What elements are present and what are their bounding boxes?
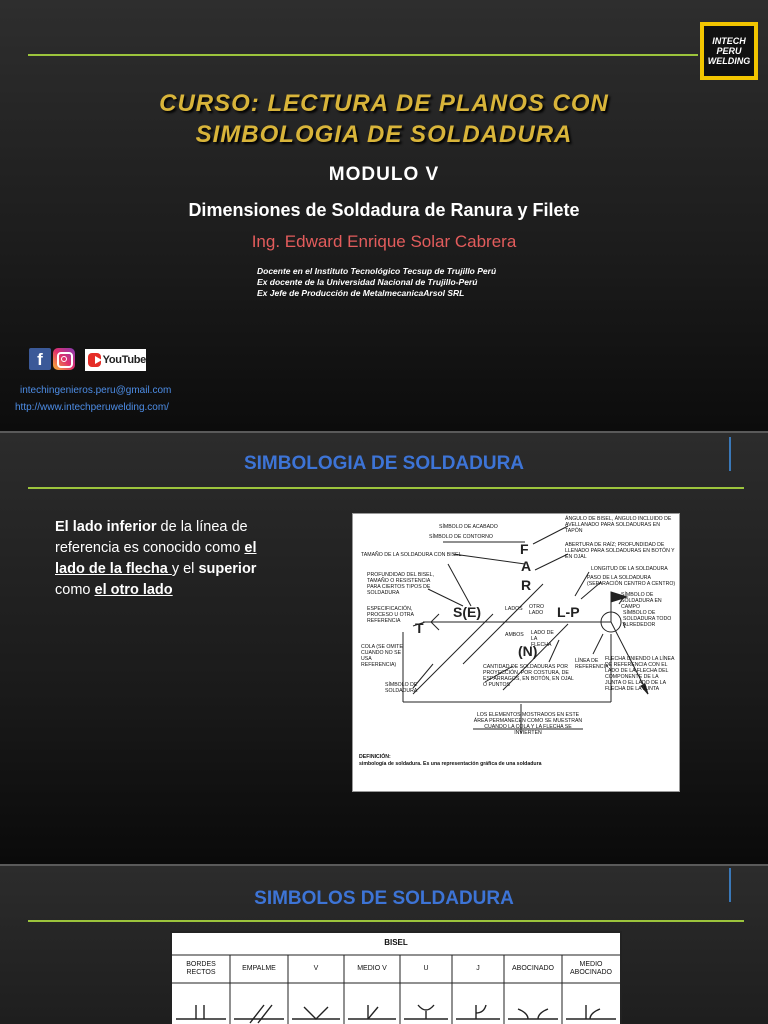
module-subtitle: Dimensiones de Soldadura de Ranura y Filete xyxy=(188,200,580,220)
label-profundidad: PROFUNDIDAD DEL BISEL, TAMAÑO O RESISTENCIA PARA CIERTOS TIPOS DE SOLDADURA xyxy=(367,572,434,596)
label-abertura: ABERTURA DE RAÍZ; PROFUNDIDAD DE LLENADO PARA SOLDADURAS EN BOTÓN Y EN OJAL xyxy=(565,542,675,560)
simbolos-slide xyxy=(0,866,768,1024)
label-longitud: LONGITUD DE LA SOLDADURA xyxy=(591,566,668,572)
table-column-header: MEDIO V xyxy=(357,965,387,972)
symbol-R: R xyxy=(521,577,532,593)
course-title-line-1: CURSO: LECTURA DE PLANOS CON xyxy=(159,90,609,117)
credential-line: Ex Jefe de Producción de MetalmecanicaArsol SRL xyxy=(257,288,465,298)
label-lados: LADOS xyxy=(505,606,523,612)
instagram-icon[interactable] xyxy=(53,348,75,370)
label-simbolo: SÍMBOLO DE SOLDADURA xyxy=(385,682,418,694)
label-otro-lado: OTRO LADO xyxy=(529,604,544,616)
definition-title: DEFINICIÓN: xyxy=(359,754,391,760)
email-link[interactable]: intechingenieros.peru@gmail.com xyxy=(20,385,172,396)
symbol-F: F xyxy=(520,541,529,557)
definition-text: simbología de soldadura. Es una representación gráfica de una soldadura xyxy=(359,761,542,767)
label-angulo: ÁNGULO DE BISEL, ÁNGULO INCLUIDO DE AVELLANADO PARA SOLDADURAS EN TAPÓN xyxy=(565,516,672,534)
weld-symbol-diagram xyxy=(352,513,680,792)
label-lado-flecha: LADO DE LA FLECHA xyxy=(531,630,554,648)
table-column-header: J xyxy=(476,965,480,972)
label-linea-ref: LÍNEA DE REFERENCIA xyxy=(575,658,609,670)
para-superior: superior xyxy=(198,561,257,577)
social-icons xyxy=(29,348,75,370)
title-slide xyxy=(0,0,768,431)
accent-rule xyxy=(28,54,698,56)
table-column-header: U xyxy=(423,965,429,972)
label-especificacion: ESPECIFICACIÓN, PROCESO U OTRA REFERENCIA xyxy=(367,606,414,624)
table-column-header: ABOCINADO xyxy=(511,965,554,972)
table-title: BISEL xyxy=(384,938,408,947)
para-text: como xyxy=(55,582,95,598)
course-title-line-2: SIMBOLOGIA DE SOLDADURA xyxy=(195,121,573,148)
simbologia-slide xyxy=(0,433,768,864)
para-lado-flecha: el lado de la flecha xyxy=(55,540,257,577)
symbol-SE: S(E) xyxy=(453,604,481,620)
facebook-icon[interactable]: f xyxy=(29,348,51,370)
symbol-T: T xyxy=(415,620,424,636)
label-elementos: LOS ELEMENTOS MOSTRADOS EN ESTE ÁREA PERMANECEN COMO SE MUESTRAN CUANDO LA COLA Y LA FLECHA SE INVIERTEN xyxy=(473,712,583,736)
section-heading: SIMBOLOGIA DE SOLDADURA xyxy=(243,453,525,474)
para-text: y el xyxy=(171,561,199,577)
para-lado-inferior: El lado inferior xyxy=(55,519,157,535)
module-label: MODULO V xyxy=(328,164,440,185)
accent-rule xyxy=(28,487,744,489)
para-otro-lado: el otro lado xyxy=(94,582,173,598)
explanation-paragraph xyxy=(55,517,275,601)
para-text: de la línea de referencia es conocido como xyxy=(55,519,248,556)
label-acabado: SÍMBOLO DE ACABADO xyxy=(439,524,498,530)
website-link[interactable]: http://www.intechperuwelding.com/ xyxy=(15,402,169,413)
youtube-label: YouTube xyxy=(102,354,146,366)
symbol-LP: L-P xyxy=(557,604,580,620)
symbol-N: (N) xyxy=(518,643,538,659)
label-cantidad: CANTIDAD DE SOLDADURAS POR PROYECCIÓN, POR COSTURA, DE ESPÁRRAGOS, EN BOTÓN, EN OJAL O PUNTOS xyxy=(483,664,574,688)
accent-rule xyxy=(28,920,744,922)
table-column-header: V xyxy=(313,965,319,972)
logo-line-3: WELDING xyxy=(707,56,751,66)
logo-line-1: INTECH xyxy=(712,36,746,46)
bisel-symbols-table xyxy=(170,931,622,1024)
label-contorno: SÍMBOLO DE CONTORNO xyxy=(429,534,493,540)
author-name: Ing. Edward Enrique Solar Cabrera xyxy=(251,232,517,251)
label-ambos: AMBOS xyxy=(505,632,524,638)
youtube-play-icon xyxy=(88,353,101,367)
table-column-header: MEDIO ABOCINADO xyxy=(569,961,612,976)
label-tamano: TAMAÑO DE LA SOLDADURA CON BISEL xyxy=(361,552,462,558)
intech-logo xyxy=(700,22,758,80)
table-column-header: EMPALME xyxy=(242,965,276,972)
youtube-icon[interactable] xyxy=(85,349,146,371)
label-campo: SÍMBOLO DE SOLDADURA EN CAMPO xyxy=(621,592,662,610)
label-cola: COLA (SE OMITE CUANDO NO SE USA REFERENCIA) xyxy=(361,644,403,668)
symbol-A: A xyxy=(521,558,532,574)
logo-line-2: PERU xyxy=(716,46,742,56)
credential-line: Ex docente de la Universidad Nacional de Trujillo-Perú xyxy=(257,277,478,287)
table-column-header: BORDES RECTOS xyxy=(186,961,216,976)
credential-line: Docente en el Instituto Tecnológico Tecsup de Trujillo Perú xyxy=(257,266,497,276)
label-todo: SÍMBOLO DE SOLDADURA TODO ALREDEDOR xyxy=(623,610,672,628)
label-paso: PASO DE LA SOLDADURA (SEPARACIÓN CENTRO A CENTRO) xyxy=(587,575,676,587)
section-heading: SIMBOLOS DE SOLDADURA xyxy=(254,888,514,909)
label-flecha: FLECHA UNIENDO LA LÍNEA DE REFERENCIA CON EL LADO DE LA FLECHA DEL COMPONENTE DE LA JUNTA O EL LADO DE LA FLECHA DE LA JUNTA xyxy=(605,656,675,692)
